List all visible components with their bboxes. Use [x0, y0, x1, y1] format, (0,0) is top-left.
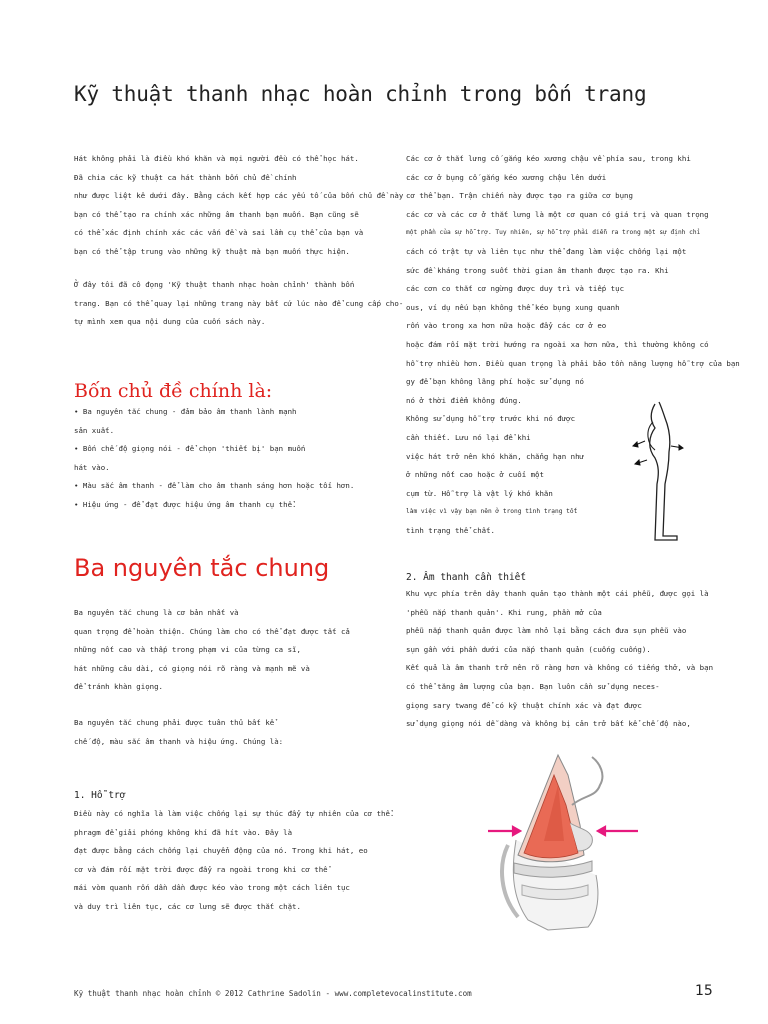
three-principles-paragraph [74, 604, 350, 697]
paragraph-line: cơ và đám rối mặt trời được đẩy ra ngoài trong khi cơ thể [74, 864, 328, 874]
paragraph-line: Ba nguyên tắc chung phải được tuân thủ bất kể [74, 718, 275, 727]
paragraph-line: làm việc vì vậy bạn nên ở trong tình trạng tốt [406, 508, 578, 516]
paragraph-line: cần thiết. Lưu nó lại để khi [406, 432, 531, 442]
intro-line: bạn có thể tập trung vào những kỹ thuật mà bạn muốn thực hiện. [74, 246, 350, 256]
paragraph-line: hỗ trợ nhiều hơn. Điều quan trọng là phải bảo tồn năng lượng hỗ trợ của bạn [406, 358, 740, 368]
paragraph-line: hát những câu dài, có giọng nói rõ ràng và mạnh mẽ và [74, 663, 310, 673]
paragraph-line: mái vòm quanh rốn dần dần được kéo vào trong một cách liên tục [74, 883, 350, 893]
intro-line: trang. Bạn có thể quay lại những trang này bất cứ lúc nào để cung cấp cho- [74, 298, 404, 308]
list-item: hát vào. [74, 462, 110, 472]
paragraph-line: Điều này có nghĩa là làm việc chống lại sự thúc đẩy tự nhiên của cơ thể. [74, 809, 395, 818]
paragraph-line: Kết quả là âm thanh trở nên rõ ràng hơn và không có tiếng thở, và bạn [406, 663, 714, 673]
paragraph-line: hoặc đám rối mặt trời hướng ra ngoài xa hơn nữa, thì thường không có [406, 339, 709, 349]
paragraph-line: tình trạng thể chất. [406, 525, 495, 535]
paragraph-line: quan trọng để hoàn thiện. Chúng làm cho có thể đạt được tất cả [74, 626, 350, 636]
paragraph-line: việc hát trở nên khó khăn, chẳng hạn như [406, 451, 584, 461]
paragraph-line: gy để bạn không lãng phí hoặc sử dụng nó [406, 377, 584, 387]
paragraph-line: và duy trì liên tục, các cơ lưng sẽ được thắt chặt. [74, 901, 301, 911]
larynx-illustration [488, 745, 638, 940]
intro-line: như được liệt kê dưới đây. Bằng cách kết hợp các yếu tố của bốn chủ đề này [74, 191, 404, 201]
paragraph-line: có thể tăng âm lượng của bạn. Bạn luôn cần sử dụng neces- [406, 681, 660, 691]
three-principles-paragraph-2 [74, 714, 283, 751]
paragraph-line: cụm từ. Hỗ trợ là vật lý khó khăn [406, 488, 553, 498]
paragraph-line: cơ thể bạn. Trận chiến này được tạo ra giữa cơ bụng [406, 191, 633, 201]
four-topics-list [74, 403, 354, 515]
intro-section [74, 150, 403, 262]
paragraph-line: các cơn co thắt cơ ngừng được duy trì và tiếp tục [406, 284, 625, 294]
epiglottis [572, 757, 602, 805]
intro-line: tự mình xem qua nội dung của cuốn sách này. [74, 317, 266, 327]
intro-line: Đã chia các kỹ thuật ca hát thành bốn chủ đề chính [74, 172, 297, 182]
sound-paragraph [406, 585, 713, 734]
paragraph-line: Khu vực phía trên dây thanh quản tạo thành một cái phễu, được gọi là [406, 589, 709, 598]
sound-heading: 2. Âm thanh cần thiết [406, 572, 527, 583]
paragraph-line: ous, ví dụ nếu bạn không thể kéo bụng xung quanh [406, 302, 620, 312]
intro-line: bạn có thể tạo ra chính xác những âm thanh bạn muốn. Bạn cũng sẽ [74, 209, 359, 219]
footer-credit: Kỹ thuật thanh nhạc hoàn chỉnh © 2012 Cathrine Sadolin - www.completevocalinstitute.com [74, 989, 472, 998]
paragraph-line: ở những nốt cao hoặc ở cuối một [406, 470, 544, 480]
arrow-icon [633, 441, 683, 465]
paragraph-line: Các cơ ở thắt lưng cố gắng kéo xương chậu về phía sau, trong khi [406, 154, 691, 163]
paragraph-line: nó ở thời điểm không đúng. [406, 395, 522, 405]
paragraph-line: sức đề kháng trong suốt thời gian âm thanh được tạo ra. Khi [406, 265, 669, 275]
support-paragraph [74, 805, 394, 917]
paragraph-line: các cơ ở bụng cố gắng kéo xương chậu lên dưới [406, 172, 607, 182]
paragraph-line: để tránh khàn giọng. [74, 682, 163, 692]
paragraph-line: cách có trật tự và liên tục như thể đang làm việc chống lại một [406, 246, 687, 256]
list-item: • Màu sắc âm thanh - để làm cho âm thanh sáng hơn hoặc tối hơn. [74, 481, 355, 491]
body-outline [650, 402, 677, 540]
paragraph-line: đạt được bằng cách chống lại chuyển động của nó. Trong khi hát, eo [74, 846, 368, 856]
four-topics-heading: Bốn chủ đề chính là: [74, 380, 273, 402]
paragraph-line: những nốt cao và thấp trong phạm vi của từng ca sĩ, [74, 645, 301, 655]
posture-figure [625, 400, 705, 550]
paragraph-line: sụn gần với phần dưới của nắp thanh quản (cuống cuống). [406, 644, 651, 654]
paragraph-line: sử dụng giọng nói dễ dàng và không bị cản trở bất kể chế độ nào, [406, 719, 691, 729]
paragraph-line: 'phễu nắp thanh quản'. Khi rung, phần mở của [406, 607, 602, 617]
paragraph-line: các cơ và các cơ ở thắt lưng là một cơ quan có giá trị và quan trọng [406, 209, 709, 219]
paragraph-line: phragm để giải phóng không khí đã hít vào. Đây là [74, 827, 293, 837]
paragraph-line: giọng sary twang để có kỹ thuật chính xác và đạt được [406, 700, 642, 710]
intro-section-2 [74, 276, 403, 332]
paragraph-line: Không sử dụng hỗ trợ trước khi nó được [406, 414, 576, 424]
list-item: • Hiệu ứng - để đạt được hiệu ứng âm thanh cụ thể. [74, 499, 297, 509]
page-title: Kỹ thuật thanh nhạc hoàn chỉnh trong bốn trang [74, 82, 647, 106]
intro-line: Ở đây tôi đã cô đọng 'Kỹ thuật thanh nhạc hoàn chỉnh' thành bốn [74, 280, 355, 289]
list-item: • Bốn chế độ giọng nói - để chọn 'thiết bị' bạn muốn [74, 444, 306, 454]
intro-line: Hát không phải là điều khó khăn và mọi người đều có thể học hát. [74, 154, 359, 163]
list-item: sản xuất. [74, 425, 115, 435]
page-number: 15 [695, 983, 713, 999]
three-principles-heading: Ba nguyên tắc chung [74, 554, 330, 582]
paragraph-line: Ba nguyên tắc chung là cơ bản nhất và [74, 608, 239, 617]
paragraph-line: chế độ, màu sắc âm thanh và hiệu ứng. Chúng là: [74, 736, 284, 746]
list-item: • Ba nguyên tắc chung - đảm bảo âm thanh lành mạnh [74, 407, 297, 416]
paragraph-line: phễu nắp thanh quản được làm nhỏ lại bằng cách đưa sụn phễu vào [406, 626, 687, 636]
support-heading: 1. Hỗ trợ [74, 790, 126, 801]
paragraph-line: rốn vào trong xa hơn nữa hoặc đẩy các cơ ở eo [406, 321, 607, 331]
intro-line: có thể xác định chính xác các vấn đề và sai lầm cụ thể của bạn và [74, 228, 364, 238]
paragraph-line: một phần của sự hỗ trợ. Tuy nhiên, sự hỗ trợ phải diễn ra trong một sự định chỉ [406, 229, 701, 237]
